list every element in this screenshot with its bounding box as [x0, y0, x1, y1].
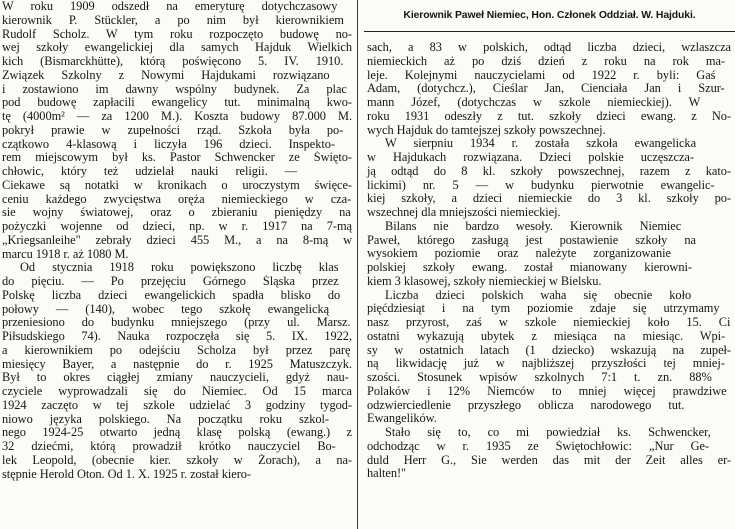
left-text-line: pod budowę zapłacili ewangelicy tut. minimalną kwo- [2, 96, 352, 110]
right-text-line: Bilans nie bardzo wesoły. Kierownik Niemiec [385, 219, 682, 233]
left-text-line: sie wojny światowej, oraz o zbieraniu pieniędzy na [2, 206, 351, 220]
left-text-line: Ciekawe są notatki w kronikach o uroczystym święce- [2, 178, 352, 192]
left-text-line: pokrył prawie w zupełności rząd. Szkoła była po- [2, 123, 344, 137]
right-text-line: sach, a 83 w polskich, odtąd liczba dzieci, wzlaszcza [367, 41, 731, 54]
right-column-text [364, 0, 735, 481]
left-text-line: marcu 1918 r. aż 1080 M. [2, 247, 129, 261]
right-text-line: niemieckich aż po dziś dzień z roku na rok ma- [367, 54, 725, 68]
left-text-line: Związek Szkolny z Nowymi Hajdukami rozwiązano [2, 68, 330, 82]
right-text-line: W sierpniu 1934 r. została szkoła ewangelicka [385, 137, 697, 151]
left-text-line: stępnie Herold Oton. Od 1. X. 1925 r. został kiero- [2, 467, 252, 481]
right-text-line: kiej szkoły, a dzieci niemieckie do 3 kl. szkoły po- [367, 192, 731, 206]
right-text-line: nasz przyrost, zaś w szkole niemieckiej koło 15. Ci [367, 316, 731, 329]
right-text-line: lickimi) nr. 5 — w budynku pierwotnie ewangelic- [367, 178, 715, 192]
right-text-line: Ewangelików. [367, 412, 437, 426]
left-text-line: lek Leopold, (obecnie kier. szkoły w Żorach), a na- [2, 453, 352, 467]
left-text-line: „Kriegsanleihe" zebrały dzieci 455 M., a na 8-mą w [2, 233, 352, 247]
left-text-line: 1924 zaczęto w tej szkole udzielać 3 godziny tygod- [2, 398, 352, 412]
right-text-line: ją odtąd do 8 kl. szkoły powszechnej, razem z kato- [367, 164, 731, 178]
left-text-line: przeniesiono do budynku mniejszego (przy ul. Marsz. [2, 316, 351, 330]
left-text-line: czyciele wyprowadzali się do Niemiec. Od 15 marca [2, 385, 352, 398]
left-text-line: chłowic, który też udzielał nauki religii. — [2, 165, 298, 178]
right-text-line: ostatni wykazują ubytek z miesiąca na miesiąc. Wpi- [367, 329, 726, 343]
left-text-line: 32 dziećmi, którą prowadził krótko nauczyciel Bo- [2, 440, 336, 453]
left-column [0, 0, 358, 529]
right-text-line: pięćdziesiąt i na tym poziomie zdaje się utrzymamy [367, 302, 720, 316]
left-text-line: Polskę liczba dzieci ewangelickich spadła blisko do [2, 288, 341, 302]
right-text-line: Polaków i 12% Niemców to mniej więcej prawdziwe [367, 384, 727, 398]
left-text-line: Piłsudskiego 74). Nauka rozpoczęła się 5. IX. 1922, [2, 330, 352, 343]
right-text-line: leje. Kolejnymi nauczycielami od 1922 r. byli: Gaś [367, 68, 716, 82]
right-text-line: mann Józef, (dotychczas w szkole niemieckiej). W [367, 96, 701, 109]
right-text-line: Liczba dzieci polskich waha się obecnie koło [385, 288, 692, 302]
left-text-line: W roku 1909 odszedł na emeryturę dotychczasowy [2, 0, 338, 13]
left-text-line: Był to okres ciągłej zmiany nauczycieli, gdyż nau- [2, 371, 349, 385]
left-text-line: do pięciu. — Po przejęciu Górnego Śląska przez [2, 275, 339, 288]
left-text-line: Od stycznia 1918 roku powiększono liczbę klas [20, 261, 339, 275]
left-text-line: ceniu każdego zwycięstwa oręża niemieckiego w cza- [2, 192, 352, 206]
right-column [364, 0, 735, 529]
left-text-line: a kierownikiem po odejściu Scholza był przez parę [2, 343, 351, 357]
left-text-line: nego 1924-25 otwarto jedną klasę polską (ewang.) z [2, 426, 352, 440]
left-text-line: Rudolf Scholz. W tym roku rozpoczęto budowę no- [2, 27, 352, 41]
right-text-line: duld Herr G., Sie werden das mit der Zeit alles er- [367, 453, 731, 467]
right-text-line: wysokiem poziomie oraz należyte zorganizowanie [367, 247, 671, 261]
right-text-line: w Hajdukach rozwiązana. Dzieci polskie uczęszcza- [367, 151, 694, 164]
right-text-line: polskiej szkoły ewang. został mianowany kierowni- [367, 261, 692, 274]
right-text-line: wych Hajduk do tamtejszej szkoły powszechnej. [367, 123, 606, 137]
left-text-line: kich (Bismarckhütte), którą poświęcono 5. IV. 1910. [2, 55, 344, 68]
right-text-line: odzwierciedlenie przyszłego oblicza narodowego tut. [367, 398, 685, 412]
left-text-line: wej szkoły ewangelickiej dla samych Hajduk Wielkich [2, 41, 352, 55]
right-text-line: odchodząc w r. 1935 ze Świętochłowic: „Nur Ge- [367, 439, 710, 453]
right-text-line: Adam, (dotychcz.), Cieślar Jan, Cienciała Jan i Szur- [367, 82, 725, 96]
left-text-line: i zostawiono im dawny wspólny budynek. Za plac [2, 82, 347, 96]
left-text-line: miesięcy Bayer, a następnie do r. 1925 Matuszczyk. [2, 357, 352, 371]
left-text-line: czątkowo 4-klasową i liczyła 196 dzieci. Inspekto- [2, 137, 336, 151]
left-text-line: kierownik P. Stückler, a po nim był kierownikiem [2, 13, 344, 27]
left-text-line: tę (4000m² — za 1200 M.). Koszta budowy 87.000 M. [2, 110, 352, 123]
left-text-line: połowy — (140), wobec tego szkołę ewangelicką [2, 302, 330, 316]
photo-caption: Kierownik Paweł Niemiec, Hon. Członek Oddział. W. Hajduki. [403, 10, 696, 21]
right-text-line: wszechnej dla mniejszości niemieckiej. [367, 206, 561, 219]
left-column-text [0, 0, 357, 481]
right-text-line: ną likwidację już w najbliższej przyszłości tej mniej- [367, 357, 725, 371]
left-text-line: niowo języka polskiego. Na początku roku szkol- [2, 412, 329, 426]
right-text-line: halten!" [367, 467, 407, 481]
right-text-line: kiem 3 klasowej, szkoły niemieckiej w Bielsku. [367, 274, 602, 288]
right-text-line: roku 1931 odeszły z tut. szkoły dzieci ewang. z No- [367, 109, 731, 123]
left-text-line: rem miejscowym był ks. Pastor Schwencker ze Święto- [2, 151, 352, 165]
right-text-line: sy w ostatnich latach (1 dziecko) wskazują na zupeł- [367, 343, 731, 357]
right-text-line: Stało się to, co mi powiedział ks. Schwencker, [385, 426, 711, 439]
right-text-line: szości. Stosunek wpisów szkolnych 7:1 t. zn. 88% [367, 371, 712, 384]
left-text-line: pożyczki wojenne od dzieci, np. w r. 1917 na 7-mą [2, 220, 352, 233]
right-text-line: Paweł, którego zasługą jest postawienie szkoły na [367, 233, 696, 247]
